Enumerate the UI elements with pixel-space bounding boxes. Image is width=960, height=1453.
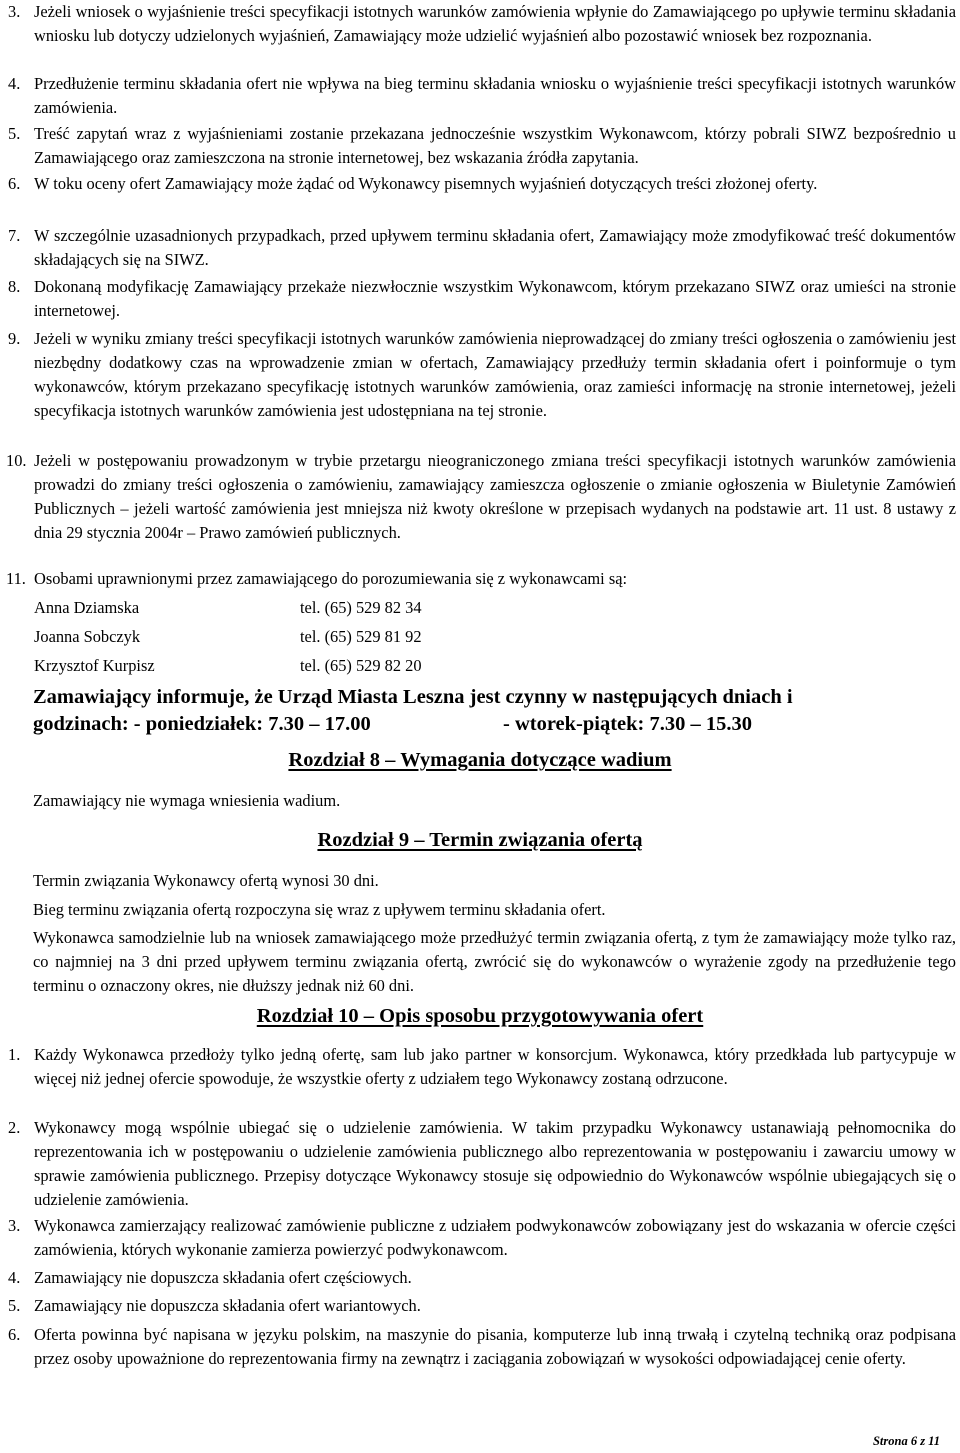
item-text: Jeżeli wniosek o wyjaśnienie treści specyfikacji istotnych warunków zamówienia wpłynie do Zamawiającego po upływie terminu składania wniosku lub dotyczy udzielonych wyjaśnień, Zamawiający może udzielić wyjaśnień albo pozostawić wniosek bez rozpoznania. [34, 2, 956, 45]
item-number: 6. [8, 174, 21, 193]
item-text: Zamawiający nie dopuszcza składania ofert częściowych. [34, 1268, 412, 1287]
item-text: Każdy Wykonawca przedłoży tylko jedną ofertę, sam lub jako partner w konsorcjum. Wykonawca, który przedkłada lub partycypuje w więcej niż jednej ofercie spowoduje, że wszystkie oferty z udziałem tego Wykonawcy zostaną odrzucone. [34, 1045, 956, 1088]
item-number: 9. [8, 329, 21, 348]
office-hours-line-1: Zamawiający informuje, że Urząd Miasta Leszna jest czynny w następujących dniach i [33, 686, 793, 708]
list-item [0, 1043, 956, 1091]
contact-row [34, 654, 422, 678]
item-number: 4. [8, 74, 21, 93]
item-text: Jeżeli w wyniku zmiany treści specyfikacji istotnych warunków zamówienia nieprowadzącej do zmiany treści ogłoszenia o zamówieniu jest niezbędny dodatkowy czas na wprowadzenie zmian w ofertach, Zamawiający przedłuży termin składania ofert i poinformuje o tym wykonawców, którym przekazano specyfikację istotnych warunków zamówienia, oraz zamieści informację na stronie internetowej, jeżeli specyfikacja istotnych warunków zamówienia jest udostępniana na tej stronie. [34, 329, 956, 420]
page-number: Strona 6 z 11 [872, 1434, 940, 1448]
chapter-9-paragraph: Bieg terminu związania ofertą rozpoczyna się wraz z upływem terminu składania ofert. [33, 900, 606, 919]
chapter-8-text: Zamawiający nie wymaga wniesienia wadium. [33, 791, 341, 810]
chapter-9-paragraph: Termin związania Wykonawcy ofertą wynosi 30 dni. [33, 871, 379, 890]
item-text: Osobami uprawnionymi przez zamawiającego do porozumiewania się z wykonawcami są: [34, 569, 628, 588]
item-number: 7. [8, 226, 21, 245]
contact-name: Anna Dziamska [34, 598, 140, 617]
list-item [0, 327, 956, 423]
item-text: Oferta powinna być napisana w języku polskim, na maszynie do pisania, komputerze lub inną trwałą i czytelną techniką oraz podpisana przez osoby upoważnione do reprezentowania firmy na zewnątrz i zaciągania zobowiązań w wysokości odpowiadającej cenie oferty. [34, 1325, 956, 1368]
item-text: Wykonawca zamierzający realizować zamówienie publiczne z udziałem podwykonawców zobowiązany jest do wskazania w ofercie części zamówienia, których wykonanie zamierza powierzyć podwykonawcom. [34, 1216, 956, 1259]
contact-phone: tel. (65) 529 82 20 [300, 656, 422, 675]
list-item [0, 275, 956, 323]
chapter-8-heading: Rozdział 8 – Wymagania dotyczące wadium [288, 749, 672, 771]
item-number: 6. [8, 1325, 21, 1344]
list-item [0, 1266, 956, 1290]
item-text: W toku oceny ofert Zamawiający może żądać od Wykonawcy pisemnych wyjaśnień dotyczących treści złożonej oferty. [34, 174, 818, 193]
item-number: 5. [8, 124, 21, 143]
item-text: Wykonawcy mogą wspólnie ubiegać się o udzielenie zamówienia. W takim przypadku Wykonawcy ustanawiają pełnomocnika do reprezentowania ich w postępowaniu o udzielenie zamówienia publicznego albo reprezentowania w postępowaniu i zawarciu umowy w sprawie zamówienia publicznego. Przepisy dotyczące Wykonawcy stosuje się odpowiednio do Wykonawców wspólnie ubiegających się o udzielenie zamówienia. [34, 1118, 956, 1209]
chapter-9-paragraph: Wykonawca samodzielnie lub na wniosek zamawiającego może przedłużyć termin związania ofertą, z tym że zamawiający może tylko raz, co najmniej na 3 dni przed upływem terminu związania ofertą, zwrócić się do wykonawców o wyrażenie zgody na przedłużenie tego terminu o oznaczony okres, nie dłuższy jednak niż 60 dni. [33, 928, 956, 995]
list-item [0, 172, 956, 196]
item-text: Jeżeli w postępowaniu prowadzonym w trybie przetargu nieograniczonego zmiana treści specyfikacji istotnych warunków zamówienia prowadzi do zmiany treści ogłoszenia o zamówieniu, zamawiający zamieszcza ogłoszenie o zmianie ogłoszenia w Biuletynie Zamówień Publicznych – jeżeli wartość zamówienia jest mniejsza niż kwoty określone w przepisach wydanych na podstawie art. 11 ust. 8 ustawy z dnia 29 stycznia 2004r – Prawo zamówień publicznych. [34, 451, 956, 542]
list-item [0, 1116, 956, 1212]
item-text: Treść zapytań wraz z wyjaśnieniami zostanie przekazana jednocześnie wszystkim Wykonawcom, którzy pobrali SIWZ bezpośrednio u Zamawiającego oraz zamieszczona na stronie internetowej, bez wskazania źródła zapytania. [34, 124, 956, 167]
list-item [0, 224, 956, 272]
chapter-10-heading: Rozdział 10 – Opis sposobu przygotowywania ofert [256, 1005, 704, 1027]
item-number: 3. [8, 2, 21, 21]
item-text: W szczególnie uzasadnionych przypadkach, przed upływem terminu składania ofert, Zamawiający może zmodyfikować treść dokumentów składających się na SIWZ. [34, 226, 956, 269]
contact-phone: tel. (65) 529 81 92 [300, 627, 422, 646]
list-item [0, 449, 956, 545]
office-hours-weekdays: - wtorek-piątek: 7.30 – 15.30 [503, 713, 753, 735]
item-number: 10. [6, 451, 27, 470]
list-item [0, 72, 956, 120]
item-text: Dokonaną modyfikację Zamawiający przekaże niezwłocznie wszystkim Wykonawcom, którym przekazano SIWZ oraz umieści na stronie internetowej. [34, 277, 956, 320]
contact-name: Krzysztof Kurpisz [34, 656, 155, 675]
item-text: Zamawiający nie dopuszcza składania ofert wariantowych. [34, 1296, 421, 1315]
list-item [0, 1214, 956, 1262]
list-item [0, 1323, 956, 1371]
list-item [0, 122, 956, 170]
contact-name: Joanna Sobczyk [34, 627, 141, 646]
item-number: 5. [8, 1296, 21, 1315]
item-number: 8. [8, 277, 21, 296]
contact-row [34, 596, 422, 620]
office-hours-notice [33, 684, 933, 738]
office-hours-monday: godzinach: - poniedziałek: 7.30 – 17.00 [33, 713, 371, 735]
list-item [0, 1294, 956, 1318]
item-number: 3. [8, 1216, 21, 1235]
list-item [0, 567, 956, 591]
item-number: 2. [8, 1118, 21, 1137]
contact-phone: tel. (65) 529 82 34 [300, 598, 422, 617]
list-item [0, 0, 956, 48]
item-number: 11. [6, 569, 26, 588]
item-number: 1. [8, 1045, 21, 1064]
contact-row [34, 625, 422, 649]
chapter-9-heading: Rozdział 9 – Termin związania ofertą [317, 829, 643, 851]
item-number: 4. [8, 1268, 21, 1287]
office-hours-line-2 [33, 711, 933, 738]
item-text: Przedłużenie terminu składania ofert nie wpływa na bieg terminu składania wniosku o wyjaśnienie treści specyfikacji istotnych warunków zamówienia. [34, 74, 956, 117]
